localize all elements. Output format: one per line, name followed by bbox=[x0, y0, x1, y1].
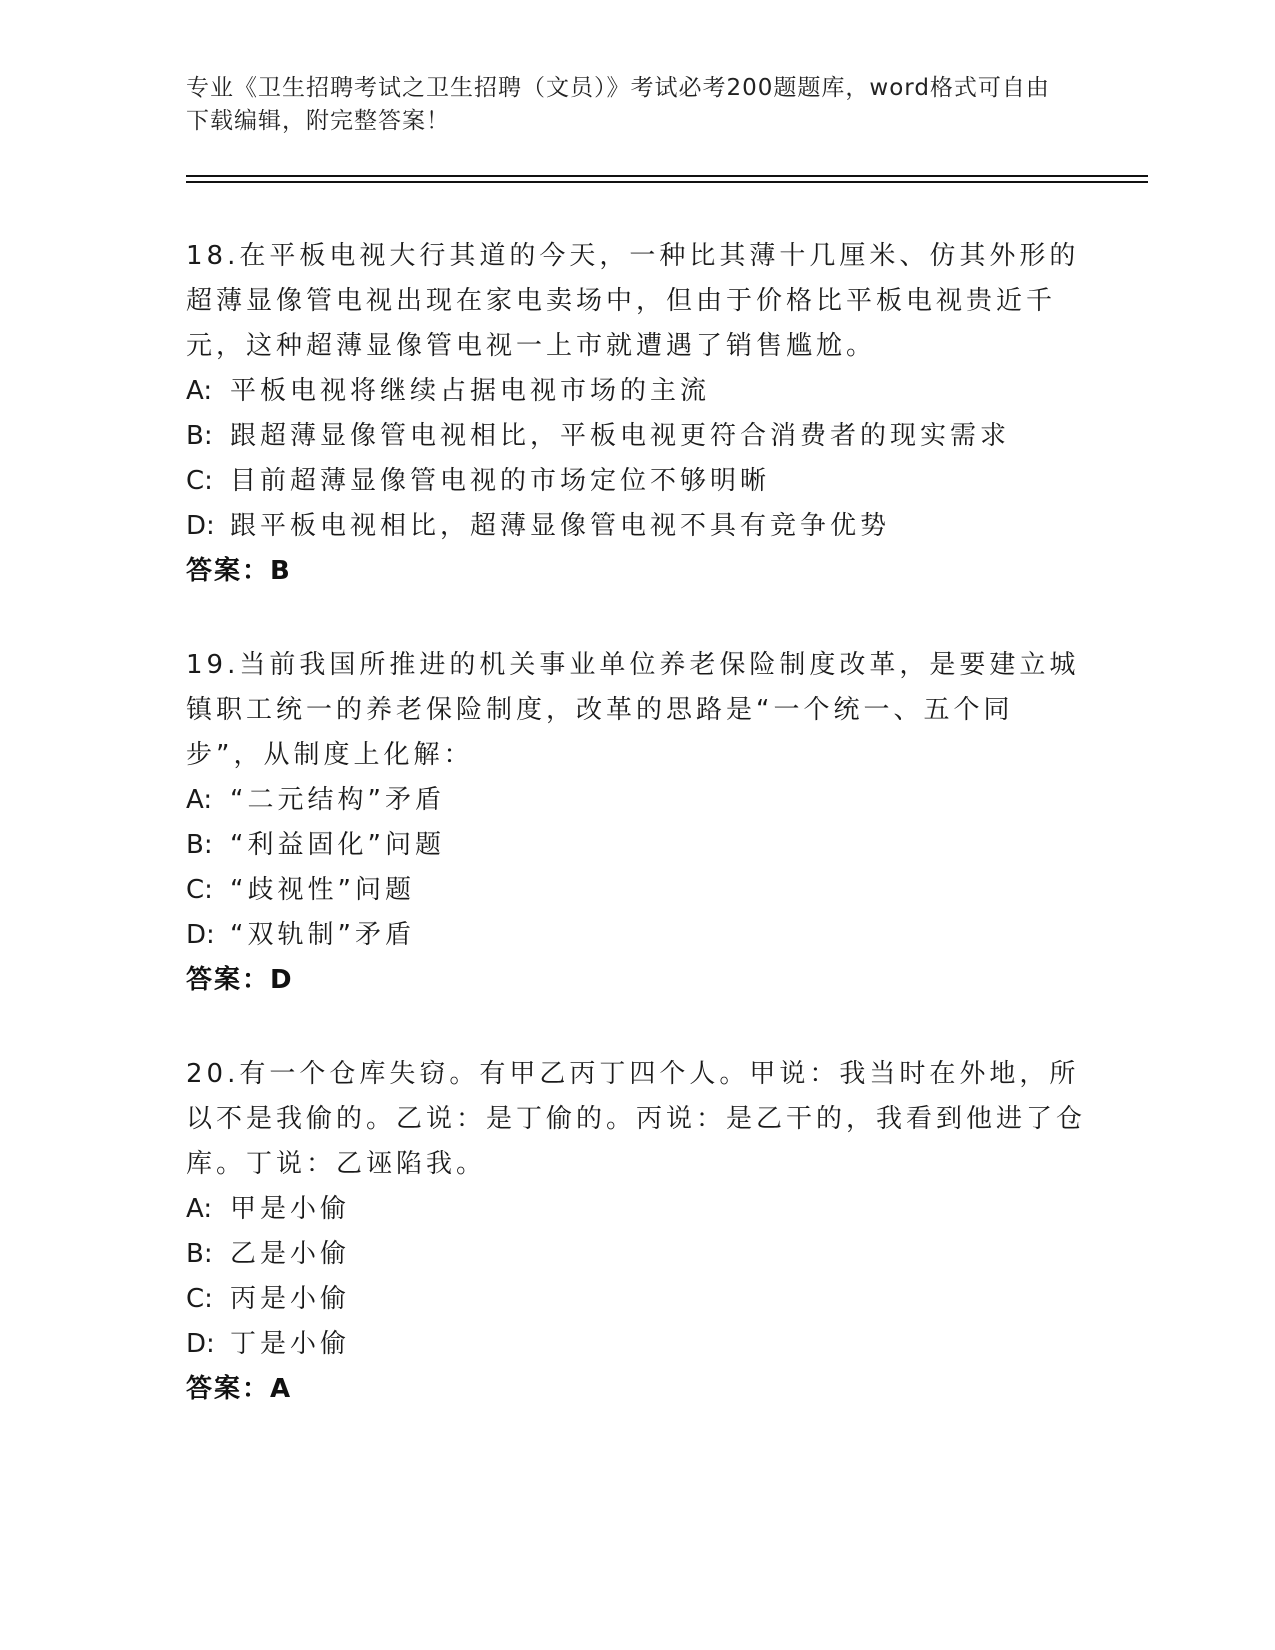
option-text: 平板电视将继续占据电视市场的主流 bbox=[230, 376, 711, 406]
option-text: “利益固化”问题 bbox=[230, 830, 445, 860]
option-d bbox=[186, 913, 1086, 958]
question-stem: 18.在平板电视大行其道的今天，一种比其薄十几厘米、仿其外形的超薄显像管电视出现在家电卖场中，但由于价格比平板电视贵近千元，这种超薄显像管电视一上市就遭遇了销售尴尬。 bbox=[186, 241, 1080, 361]
option-a bbox=[186, 778, 1086, 823]
option-a bbox=[186, 369, 1086, 414]
option-letter: B: bbox=[186, 830, 213, 860]
option-letter: C: bbox=[186, 466, 213, 496]
option-d bbox=[186, 1322, 1086, 1367]
option-text: 目前超薄显像管电视的市场定位不够明晰 bbox=[230, 466, 771, 496]
option-letter: C: bbox=[186, 875, 213, 905]
option-letter: A: bbox=[186, 376, 213, 406]
option-c bbox=[186, 459, 1086, 504]
option-letter: D: bbox=[186, 511, 215, 541]
answer-line: 答案：D bbox=[186, 965, 294, 995]
option-text: 丙是小偷 bbox=[230, 1284, 351, 1314]
option-letter: B: bbox=[186, 421, 213, 451]
header-divider-top bbox=[186, 175, 1148, 177]
option-letter: C: bbox=[186, 1284, 213, 1314]
option-text: 丁是小偷 bbox=[230, 1329, 351, 1359]
option-letter: D: bbox=[186, 1329, 215, 1359]
document-header: 专业《卫生招聘考试之卫生招聘（文员）》考试必考200题题库，word格式可自由下载编辑，附完整答案！ bbox=[186, 75, 1050, 134]
option-letter: A: bbox=[186, 1194, 213, 1224]
question-stem: 20.有一个仓库失窃。有甲乙丙丁四个人。甲说：我当时在外地，所以不是我偷的。乙说：是丁偷的。丙说：是乙干的，我看到他进了仓库。丁说：乙诬陷我。 bbox=[186, 1059, 1087, 1179]
header-divider-bottom bbox=[186, 181, 1148, 183]
option-c bbox=[186, 1277, 1086, 1322]
question-19 bbox=[186, 643, 1086, 1003]
question-stem: 19.当前我国所推进的机关事业单位养老保险制度改革，是要建立城镇职工统一的养老保险制度，改革的思路是“一个统一、五个同步”，从制度上化解： bbox=[186, 650, 1080, 770]
option-b bbox=[186, 1232, 1086, 1277]
option-text: 乙是小偷 bbox=[230, 1239, 351, 1269]
option-letter: A: bbox=[186, 785, 213, 815]
option-letter: B: bbox=[186, 1239, 213, 1269]
option-text: 跟平板电视相比，超薄显像管电视不具有竞争优势 bbox=[230, 511, 891, 541]
option-text: 跟超薄显像管电视相比，平板电视更符合消费者的现实需求 bbox=[230, 421, 1011, 451]
option-b bbox=[186, 823, 1086, 868]
option-a bbox=[186, 1187, 1086, 1232]
option-b bbox=[186, 414, 1086, 459]
option-c bbox=[186, 868, 1086, 913]
option-letter: D: bbox=[186, 920, 215, 950]
option-text: “双轨制”矛盾 bbox=[230, 920, 415, 950]
answer-line: 答案：B bbox=[186, 556, 292, 586]
option-text: “二元结构”矛盾 bbox=[230, 785, 445, 815]
answer-line: 答案：A bbox=[186, 1374, 293, 1404]
option-text: “歧视性”问题 bbox=[230, 875, 415, 905]
option-text: 甲是小偷 bbox=[230, 1194, 351, 1224]
question-20 bbox=[186, 1052, 1086, 1412]
question-18 bbox=[186, 234, 1086, 594]
option-d bbox=[186, 504, 1086, 549]
